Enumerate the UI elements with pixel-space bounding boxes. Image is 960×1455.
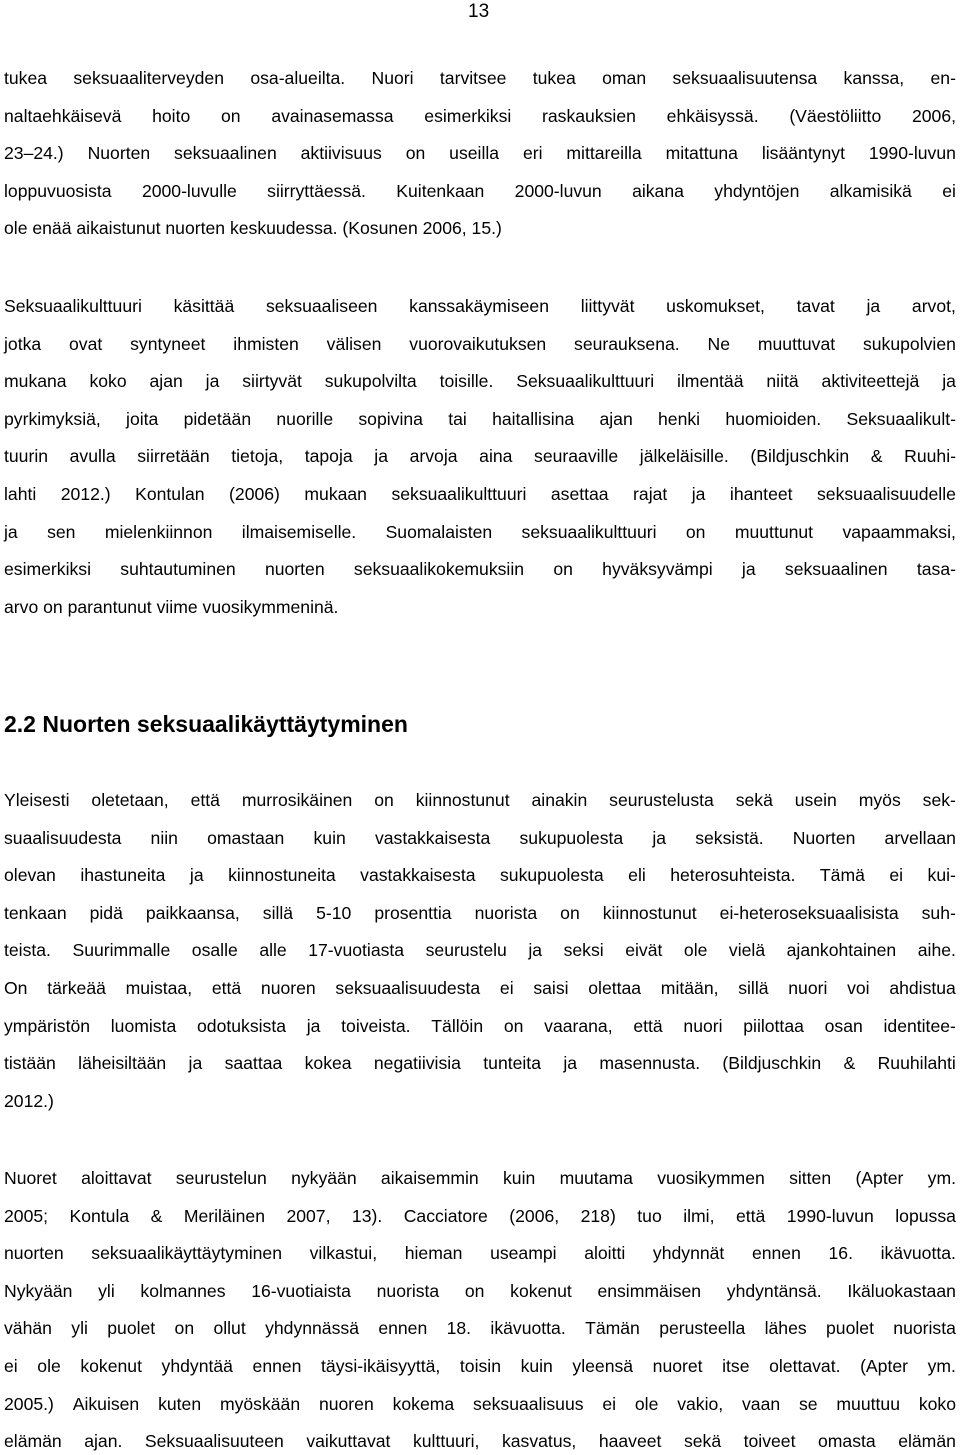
paragraph-3-line: On tärkeää muistaa, että nuoren seksuaalisuudesta ei saisi olettaa mitään, sillä nuori voi ahdistua: [4, 978, 956, 998]
paragraph-3-line: olevan ihastuneita ja kiinnostuneita vastakkaisesta sukupuolesta eli heterosuhteista. Tämä ei kui-: [4, 865, 956, 886]
paragraph-2-line: lahti 2012.) Kontulan (2006) mukaan seksuaalikulttuuri asettaa rajat ja ihanteet seksuaalisuudelle: [4, 484, 956, 504]
section-heading: 2.2 Nuorten seksuaalikäyttäytyminen: [4, 711, 408, 737]
paragraph-3-line: Yleisesti oletetaan, että murrosikäinen on kiinnostunut ainakin seurustelusta sekä usein myös sek-: [4, 790, 956, 810]
paragraph-3-line: suaalisuudesta niin omastaan kuin vastakkaisesta sukupuolesta ja seksistä. Nuorten arvellaan: [4, 827, 956, 848]
paragraph-4-line: Nuoret aloittavat seurustelun nykyään aikaisemmin kuin muutama vuosikymmen sitten (Apter ym.: [4, 1168, 956, 1188]
paragraph-4-line: vähän yli puolet on ollut yhdynnässä ennen 18. ikävuotta. Tämän perusteella lähes puolet nuorista: [4, 1318, 956, 1339]
paragraph-2-line: esimerkiksi suhtautuminen nuorten seksuaalikokemuksiin on hyväksyvämpi ja seksuaalinen tasa-: [4, 559, 956, 580]
paragraph-2-line: arvo on parantunut viime vuosikymmeninä.: [4, 596, 339, 617]
paragraph-4-line: 2005.) Aikuisen kuten myöskään nuoren kokema seksuaalisuus ei ole vakio, vaan se muuttuu koko: [4, 1393, 956, 1414]
paragraph-3-line: 2012.): [4, 1090, 54, 1111]
paragraph-1-line: loppuvuosista 2000-luvulle siirryttäessä. Kuitenkaan 2000-luvun aikana yhdyntöjen alkamisikä ei: [4, 180, 956, 201]
paragraph-2-line: jotka ovat syntyneet ihmisten välisen vuorovaikutuksen seurauksena. Ne muuttuvat sukupolvien: [4, 333, 956, 354]
paragraph-3-line: tistään läheisiltään ja saattaa kokea negatiivisia tunteita ja masennusta. (Bildjuschkin & Ruuhilahti: [4, 1053, 956, 1074]
paragraph-2-line: tuurin avulla siirretään tietoja, tapoja ja arvoja aina seuraaville jälkeläisille. (Bildjuschkin & Ruuhi-: [4, 446, 956, 467]
paragraph-1-line: naltaehkäisevä hoito on avainasemassa esimerkiksi raskauksien ehkäisyssä. (Väestöliitto 2006,: [4, 105, 956, 126]
paragraph-1-line: ole enää aikaistunut nuorten keskuudessa. (Kosunen 2006, 15.): [4, 218, 502, 239]
paragraph-3-line: ympäristön luomista odotuksista ja toiveista. Tällöin on vaarana, että nuori piilottaa osan identitee-: [4, 1015, 956, 1036]
paragraph-3-line: tenkaan pidä paikkaansa, sillä 5-10 prosenttia nuorista on kiinnostunut ei-heteroseksuaalisista suh-: [4, 902, 956, 923]
paragraph-4-line: 2005; Kontula & Meriläinen 2007, 13). Cacciatore (2006, 218) tuo ilmi, että 1990-luvun lopussa: [4, 1205, 956, 1226]
paragraph-2-line: pyrkimyksiä, joita pidetään nuorille sopivina tai haitallisina ajan henki huomioiden. Seksuaalikult-: [4, 408, 956, 429]
paragraph-2-line: ja sen mielenkiinnon ilmaisemiselle. Suomalaisten seksuaalikulttuuri on muuttunut vapaammaksi,: [4, 521, 956, 542]
paragraph-4-line: nuorten seksuaalikäyttäytyminen vilkastui, hieman useampi aloitti yhdynnät ennen 16. ikävuotta.: [4, 1243, 956, 1264]
paragraph-1-line: 23–24.) Nuorten seksuaalinen aktiivisuus on useilla eri mittareilla mitattuna lisääntynyt 1990-luvun: [4, 143, 956, 164]
paragraph-2-line: Seksuaalikulttuuri käsittää seksuaaliseen kanssakäymiseen liittyvät uskomukset, tavat ja arvot,: [4, 296, 956, 316]
paragraph-3-line: teista. Suurimmalle osalle alle 17-vuotiasta seurustelu ja seksi eivät ole vielä ajankohtainen aihe.: [4, 940, 956, 961]
paragraph-4-line: Nykyään yli kolmannes 16-vuotiaista nuorista on kokenut ensimmäisen yhdyntänsä. Ikäluokastaan: [4, 1280, 956, 1301]
paragraph-1-line: tukea seksuaaliterveyden osa-alueilta. Nuori tarvitsee tukea oman seksuaalisuutensa kanssa, en-: [4, 68, 956, 88]
paragraph-4-line: ei ole kokenut yhdyntää ennen täysi-ikäisyyttä, toisin kuin yleensä nuoret itse olettavat. (Apter ym.: [4, 1356, 956, 1376]
paragraph-2-line: mukana koko ajan ja siirtyvät sukupolvilta toisille. Seksuaalikulttuuri ilmentää niitä aktiviteettejä ja: [4, 371, 956, 392]
page-number: 13: [468, 1, 490, 22]
paragraph-4-line: elämän ajan. Seksuaalisuuteen vaikuttavat kulttuuri, kasvatus, haaveet sekä toiveet omasta elämän: [4, 1431, 956, 1452]
